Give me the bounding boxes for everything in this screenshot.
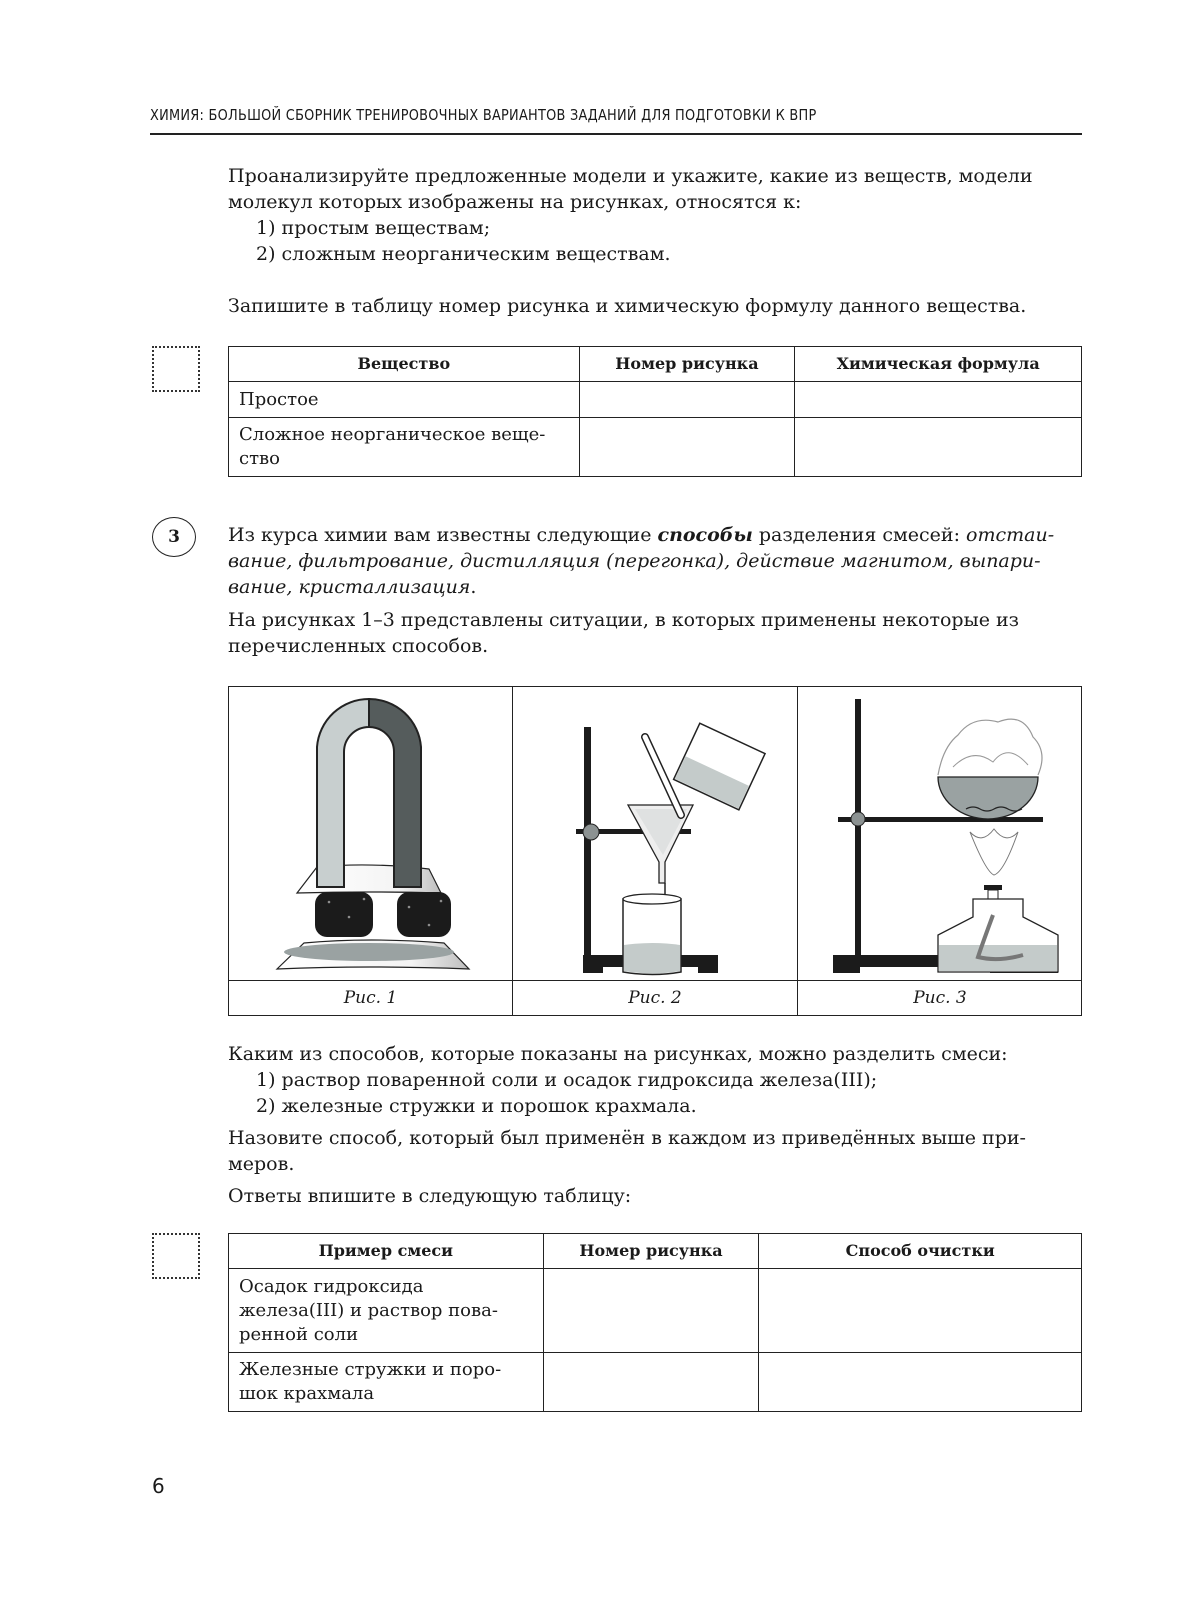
stand-rod-icon: [855, 699, 861, 959]
header-substance: Вещество: [229, 347, 580, 382]
task2-item2: 2) сложным неорганическим веществам.: [256, 243, 671, 265]
task3-intro-text2: разделения смесей:: [752, 524, 967, 546]
cell-figure-input[interactable]: [579, 418, 795, 477]
table-header-row: [229, 1234, 1082, 1269]
figure-2-cell: [513, 687, 798, 980]
figure-3-cell: [798, 687, 1082, 980]
task3-methods-line2: вание, фильтрование, дистилляция (перегонка), действие магнитом, выпари-: [228, 550, 1041, 572]
table-row: [229, 418, 1082, 477]
answer-score-box: [152, 1233, 200, 1279]
evaporation-illustration: [798, 687, 1080, 977]
task3-figures-intro-line1: На рисунках 1–3 представлены ситуации, в которых применены некоторые из: [228, 609, 1020, 631]
stand-rod-icon: [584, 727, 591, 959]
cell-formula-input[interactable]: [795, 382, 1082, 418]
task3-answer-table: [228, 1233, 1082, 1412]
task3-name-method-line1: Назовите способ, который был применён в каждом из приведённых выше при-: [228, 1127, 1026, 1149]
task3-mixture1: 1) раствор поваренной соли и осадок гидроксида железа(III);: [256, 1069, 878, 1091]
magnet-left-pole-icon: [317, 699, 369, 887]
cell-substance-line2: ство: [239, 448, 281, 469]
header-rule: [150, 133, 1082, 135]
period: .: [470, 576, 477, 598]
table-row: [229, 382, 1082, 418]
cell-formula-input[interactable]: [795, 418, 1082, 477]
task3-figures-intro-line2: перечисленных способов.: [228, 635, 489, 657]
figure-1-cell: [229, 687, 513, 980]
task3-intro-bold: способы: [657, 524, 753, 546]
cell-method-input[interactable]: [759, 1353, 1082, 1412]
evaporating-dish-icon: [938, 777, 1038, 819]
task3-methods-part1: отстаи-: [966, 524, 1055, 546]
figure-2-caption: Рис. 2: [513, 980, 798, 1015]
figure-3-caption: Рис. 3: [798, 980, 1082, 1015]
header-separation-method: Способ очистки: [759, 1234, 1082, 1269]
cell-mixture-line1: Железные стружки и поро-: [239, 1359, 502, 1380]
starch-powder-icon: [284, 943, 454, 961]
task2-answer-table: [228, 346, 1082, 477]
answer-score-box: [152, 346, 200, 392]
cell-substance: Простое: [229, 382, 580, 418]
cell-method-input[interactable]: [759, 1269, 1082, 1353]
table-row: [229, 1353, 1082, 1412]
task2-intro-line2: молекул которых изображены на рисунках, относятся к:: [228, 191, 802, 213]
cell-mixture: [229, 1353, 544, 1412]
table-header-row: [229, 347, 1082, 382]
cell-substance-line1: Сложное неорганическое веще-: [239, 424, 546, 445]
header-figure-number: Номер рисунка: [579, 347, 795, 382]
magnet-right-pole-icon: [369, 699, 421, 887]
task3-intro-line1: [228, 522, 1082, 548]
task2-item1: 1) простым веществам;: [256, 217, 491, 239]
cell-figure-input[interactable]: [543, 1269, 759, 1353]
page-number: 6: [152, 1474, 165, 1498]
cell-figure-input[interactable]: [543, 1353, 759, 1412]
task-number-badge: 3: [152, 517, 196, 557]
header-chemical-formula: Химическая формула: [795, 347, 1082, 382]
task3-intro-text: Из курса химии вам известны следующие: [228, 524, 658, 546]
figure-1-caption: Рис. 1: [229, 980, 513, 1015]
task2-instruction: Запишите в таблицу номер рисунка и химическую формулу данного вещества.: [228, 295, 1027, 317]
header-figure-number: Номер рисунка: [543, 1234, 759, 1269]
cell-mixture: [229, 1269, 544, 1353]
cell-mixture-line2: шок крахмала: [239, 1383, 375, 1404]
table-row: [229, 1269, 1082, 1353]
task2-intro-line1: Проанализируйте предложенные модели и укажите, какие из веществ, модели: [228, 165, 1033, 187]
cell-figure-input[interactable]: [579, 382, 795, 418]
cell-substance: [229, 418, 580, 477]
task3-mixture2: 2) железные стружки и порошок крахмала.: [256, 1095, 697, 1117]
task3-question: Каким из способов, которые показаны на рисунках, можно разделить смеси:: [228, 1043, 1008, 1065]
horseshoe-magnet-illustration: [229, 687, 511, 977]
task3-answers-instruction: Ответы впишите в следующую таблицу:: [228, 1185, 632, 1207]
cell-mixture-line2: железа(III) и раствор пова-: [239, 1299, 498, 1321]
clamp-screw-icon: [583, 824, 599, 840]
clamp-screw-icon: [851, 812, 865, 826]
stand-ring-icon: [838, 817, 1043, 822]
task3-name-method-line2: меров.: [228, 1153, 295, 1175]
running-header: ХИМИЯ: БОЛЬШОЙ СБОРНИК ТРЕНИРОВОЧНЫХ ВАРИАНТОВ ЗАДАНИЙ ДЛЯ ПОДГОТОВКИ К ВПР: [150, 106, 817, 124]
cell-mixture-line1: Осадок гидроксида: [239, 1275, 424, 1297]
cell-mixture-line3: ренной соли: [239, 1323, 359, 1345]
figures-table: [228, 686, 1082, 1016]
filtration-illustration: [513, 687, 796, 977]
pouring-beaker-icon: [674, 723, 765, 810]
iron-filings-right-icon: [397, 892, 451, 937]
header-mixture-example: Пример смеси: [229, 1234, 544, 1269]
flame-icon: [970, 829, 1018, 875]
task3-methods-part3: вание, кристаллизация: [228, 576, 471, 598]
task3-methods-line3: [228, 574, 1082, 600]
